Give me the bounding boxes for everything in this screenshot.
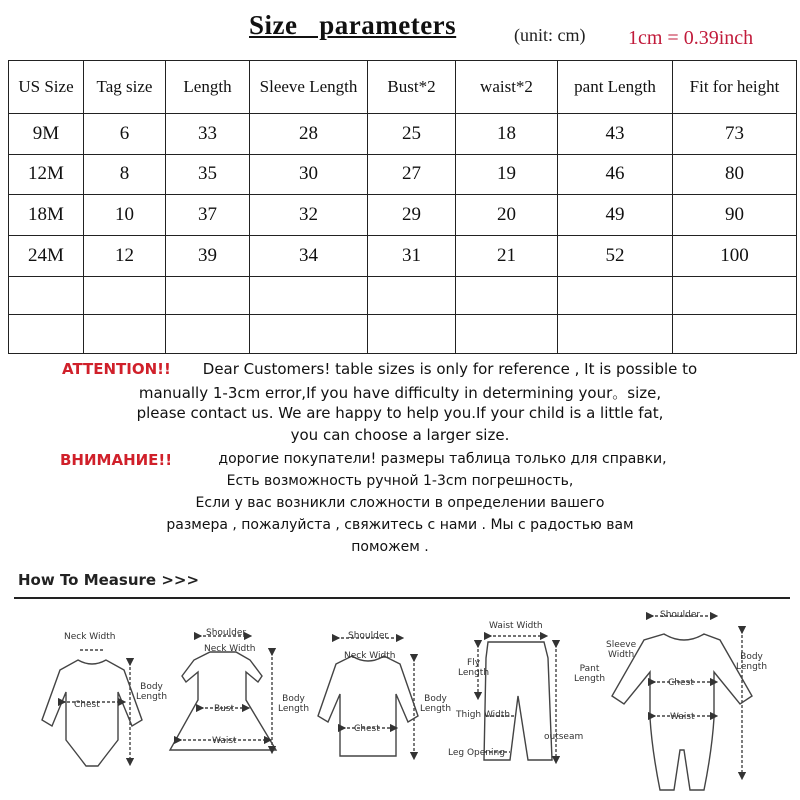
vnimanie-notice <box>0 450 800 560</box>
column-header: Length <box>166 61 250 114</box>
table-cell: 28 <box>250 113 368 154</box>
table-cell: 73 <box>673 113 797 154</box>
table-header-row <box>9 61 797 114</box>
diagram-label: Neck Width <box>344 651 396 661</box>
diagram-label: Body Length <box>420 694 452 714</box>
attention-line: Dear Customers! table sizes is only for reference , It is possible to <box>202 360 698 378</box>
table-cell: 9M <box>9 113 84 154</box>
table-cell: 52 <box>558 235 673 276</box>
table-cell <box>456 276 558 315</box>
attention-line: please contact us. We are happy to help you.If your child is a little fat, <box>136 404 664 422</box>
table-cell <box>84 315 166 354</box>
diagram-label: Chest <box>354 724 380 734</box>
table-cell: 24M <box>9 235 84 276</box>
table-cell: 46 <box>558 154 673 195</box>
table-cell <box>368 276 456 315</box>
table-cell: 100 <box>673 235 797 276</box>
column-header: Fit for height <box>673 61 797 114</box>
table-cell: 32 <box>250 195 368 236</box>
table-cell: 39 <box>166 235 250 276</box>
table-cell <box>673 276 797 315</box>
table-cell: 21 <box>456 235 558 276</box>
size-table <box>8 60 797 354</box>
vnimanie-line: Если у вас возникли сложности в определении вашего <box>195 495 605 511</box>
table-cell <box>558 276 673 315</box>
attention-line: you can choose a larger size. <box>290 426 510 444</box>
table-cell: 18 <box>456 113 558 154</box>
table-cell: 30 <box>250 154 368 195</box>
table-cell <box>456 315 558 354</box>
diagram-label: Body Length <box>736 652 768 672</box>
vnimanie-line: поможем . <box>351 539 429 555</box>
attention-label: ATTENTION!! <box>62 360 171 378</box>
table-cell: 10 <box>84 195 166 236</box>
table-cell <box>84 276 166 315</box>
table-cell: 18M <box>9 195 84 236</box>
diagram-label: Leg Opening <box>448 748 505 758</box>
table-cell: 33 <box>166 113 250 154</box>
table-cell <box>250 315 368 354</box>
diagram-label: Chest <box>668 678 694 688</box>
diagram-label: Thigh Width <box>456 710 511 720</box>
how-to-measure-title: How To Measure >>> <box>18 571 200 589</box>
column-header: waist*2 <box>456 61 558 114</box>
table-row-empty <box>9 276 797 315</box>
diagram-label: Waist <box>212 736 237 746</box>
table-cell: 12M <box>9 154 84 195</box>
diagram-label: Sleeve Width <box>606 640 637 660</box>
table-cell: 27 <box>368 154 456 195</box>
table-cell: 19 <box>456 154 558 195</box>
diagram-label: Shoulder <box>660 610 701 620</box>
table-row <box>9 113 797 154</box>
diagram-label: Bust <box>214 704 235 714</box>
table-cell: 29 <box>368 195 456 236</box>
table-cell: 80 <box>673 154 797 195</box>
table-cell: 20 <box>456 195 558 236</box>
diagram-label: Shoulder <box>348 631 389 641</box>
table-cell <box>166 315 250 354</box>
table-cell: 49 <box>558 195 673 236</box>
table-cell: 90 <box>673 195 797 236</box>
diagram-label: Pant Length <box>574 664 606 684</box>
unit-note: (unit: cm) <box>514 25 586 45</box>
table-row-empty <box>9 315 797 354</box>
diagram-label: Chest <box>74 700 100 710</box>
vnimanie-label: ВНИМАНИЕ!! <box>60 451 173 469</box>
diagram-label: Neck Width <box>64 632 116 642</box>
table-cell <box>368 315 456 354</box>
table-cell: 6 <box>84 113 166 154</box>
diagram-label: Shoulder <box>206 628 247 638</box>
measure-diagrams <box>0 600 800 800</box>
page-title: Size parameters <box>249 10 457 40</box>
diagram-label: Fly Length <box>458 658 490 678</box>
column-header: Sleeve Length <box>250 61 368 114</box>
attention-line: manually 1-3cm error,If you have difficulty in determining your。size, <box>138 384 662 402</box>
table-cell: 34 <box>250 235 368 276</box>
column-header: pant Length <box>558 61 673 114</box>
table-row <box>9 195 797 236</box>
diagram-label: Body Length <box>278 694 310 714</box>
table-cell <box>9 276 84 315</box>
table-cell <box>9 315 84 354</box>
table-cell: 35 <box>166 154 250 195</box>
table-cell: 37 <box>166 195 250 236</box>
diagram-label: Waist <box>670 712 695 722</box>
table-row <box>9 235 797 276</box>
table-row <box>9 154 797 195</box>
section-divider <box>14 597 790 599</box>
table-cell <box>558 315 673 354</box>
column-header: US Size <box>9 61 84 114</box>
column-header: Tag size <box>84 61 166 114</box>
table-cell: 31 <box>368 235 456 276</box>
table-cell: 25 <box>368 113 456 154</box>
diagram-label: Neck Width <box>204 644 256 654</box>
diagram-label: Waist Width <box>489 621 543 631</box>
table-cell: 12 <box>84 235 166 276</box>
vnimanie-line: дорогие покупатели! размеры таблица только для справки, <box>218 451 667 467</box>
diagram-label: Body Length <box>136 682 168 702</box>
column-header: Bust*2 <box>368 61 456 114</box>
garment-sketches <box>0 600 800 800</box>
vnimanie-line: размера , пожалуйста , свяжитесь с нами . Мы с радостью вам <box>166 517 634 533</box>
vnimanie-line: Есть возможность ручной 1-3cm погрешность, <box>226 473 574 489</box>
diagram-label: outseam <box>544 732 584 742</box>
attention-notice <box>0 358 800 448</box>
table-cell <box>250 276 368 315</box>
table-cell <box>166 276 250 315</box>
table-cell: 8 <box>84 154 166 195</box>
conversion-note: 1cm = 0.39inch <box>628 27 754 49</box>
table-cell: 43 <box>558 113 673 154</box>
table-cell <box>673 315 797 354</box>
